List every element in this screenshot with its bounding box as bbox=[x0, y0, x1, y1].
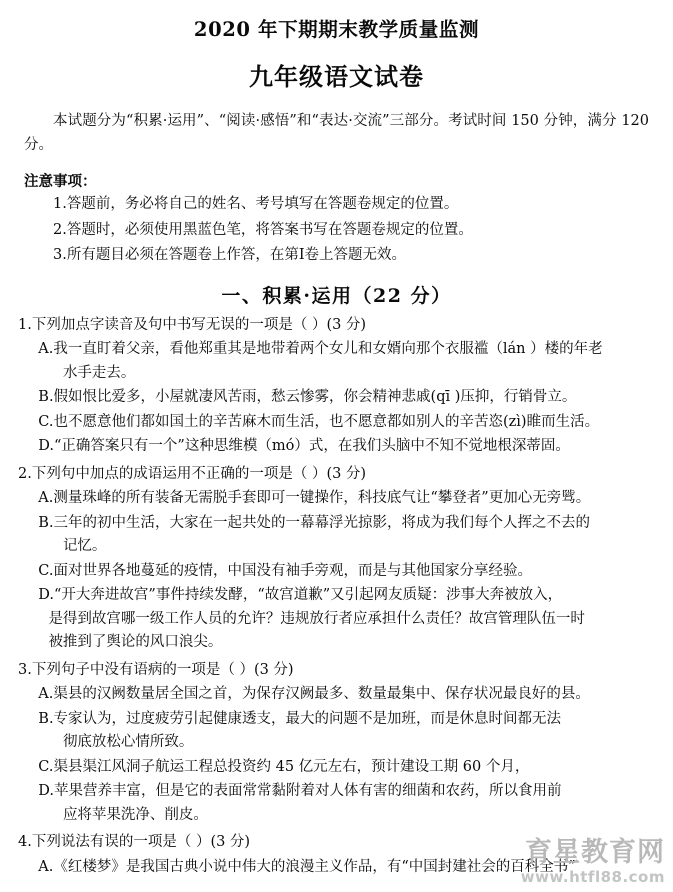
intro-paragraph: 本试题分为“积累·运用”、“阅读·感悟”和“表达·交流”三部分。考试时间 150 分钟，满分 120 分。 bbox=[24, 113, 649, 154]
notice-item: 2.答题时，必须使用黑蓝色笔，将答案书写在答题卷规定的位置。 bbox=[53, 221, 473, 238]
document-page bbox=[0, 16, 673, 892]
question-option-continued: 应将苹果洗净、削皮。 bbox=[62, 806, 208, 823]
question-option: A.我一直盯着父亲，看他郑重其是地带着两个女儿和女婿向那个衣服褴（lán ）楼的年老 bbox=[38, 341, 603, 358]
section-heading: 一、积累·运用（22 分） bbox=[221, 284, 452, 307]
page-title-line1: 2020 年下期期末教学质量监测 bbox=[193, 18, 480, 41]
question-option: D.“开大奔进故宫”事件持续发酵，“故宫道歉”又引起网友质疑：涉事大奔被放入， bbox=[38, 587, 563, 604]
question-stem: 1.下列加点字读音及句中书写无误的一项是（ ）(3 分) bbox=[18, 316, 367, 333]
question-stem: 4.下列说法有误的一项是（ ）(3 分) bbox=[18, 834, 251, 851]
question-option: B.假如恨比爱多，小屋就凄风苦雨，愁云惨雾，你会精神悲戚(qī )压抑，行销骨立。 bbox=[38, 389, 577, 406]
question-option-continued: 彻底放松心情所致。 bbox=[62, 734, 194, 751]
question-option-continued: 记忆。 bbox=[62, 538, 107, 555]
question-option: A.测量珠峰的所有装备无需脱手套即可一键操作，科技底气让“攀登者”更加心无旁骘。 bbox=[38, 490, 591, 507]
watermark-main-text: 育星教育网 bbox=[525, 836, 665, 868]
question-option: A.《红楼梦》是我国古典小说中伟大的浪漫主义作品，有“中国封建社会的百科全书” bbox=[38, 858, 576, 875]
question-option: B.三年的初中生活，大家在一起共处的一幕幕浮光掠影，将成为我们每个人挥之不去的 bbox=[38, 514, 591, 531]
question-option-continued: 被推到了舆论的风口浪尖。 bbox=[48, 634, 223, 651]
question-option: D.“正确答案只有一个”这种思维模（mó）式，在我们头脑中不知不觉地根深蒂固。 bbox=[38, 438, 570, 455]
question-option-continued: 水手走去。 bbox=[62, 364, 136, 381]
question-option: C.也不愿意他们都如国土的辛苦麻木而生活，也不愿意都如别人的辛苦恣(zì)睢而生活。 bbox=[38, 413, 600, 430]
question-option: A.渠县的汉阙数量居全国之首，为保存汉阙最多、数量最集中、保存状况最良好的县。 bbox=[38, 686, 590, 703]
question-option: B.专家认为，过度疲劳引起健康透支，最大的问题不是加班，而是休息时间都无法 bbox=[38, 710, 562, 727]
notice-heading: 注意事项： bbox=[24, 173, 97, 191]
question-stem: 2.下列句中加点的成语运用不正确的一项是（ ）(3 分) bbox=[18, 465, 367, 482]
notice-item: 1.答题前，务必将自己的姓名、考号填写在答题卷规定的位置。 bbox=[53, 196, 459, 213]
page-title-line2: 九年级语文试卷 bbox=[249, 62, 424, 92]
watermark-url-text: www.htfl88.com bbox=[520, 868, 665, 886]
question-option: C.渠县渠江风洞子航运工程总投资约 45 亿元左右，预计建设工期 60 个月， bbox=[38, 758, 530, 775]
question-stem: 3.下列句子中没有语病的一项是（ ）(3 分) bbox=[18, 661, 294, 678]
question-option: D.苹果营养丰富，但是它的表面常常黏附着对人体有害的细菌和农药，所以食用前 bbox=[38, 783, 562, 800]
notice-item: 3.所有题目必须在答题卷上作答，在第Ⅰ卷上答题无效。 bbox=[53, 246, 407, 263]
question-option-continued: 是得到故宫哪一级工作人员的允许？违规放行者应承担什么责任？故宫管理队伍一时 bbox=[48, 610, 585, 627]
question-option: C.面对世界各地蔓延的疫情，中国没有袖手旁观，而是与其他国家分享经验。 bbox=[38, 562, 532, 579]
